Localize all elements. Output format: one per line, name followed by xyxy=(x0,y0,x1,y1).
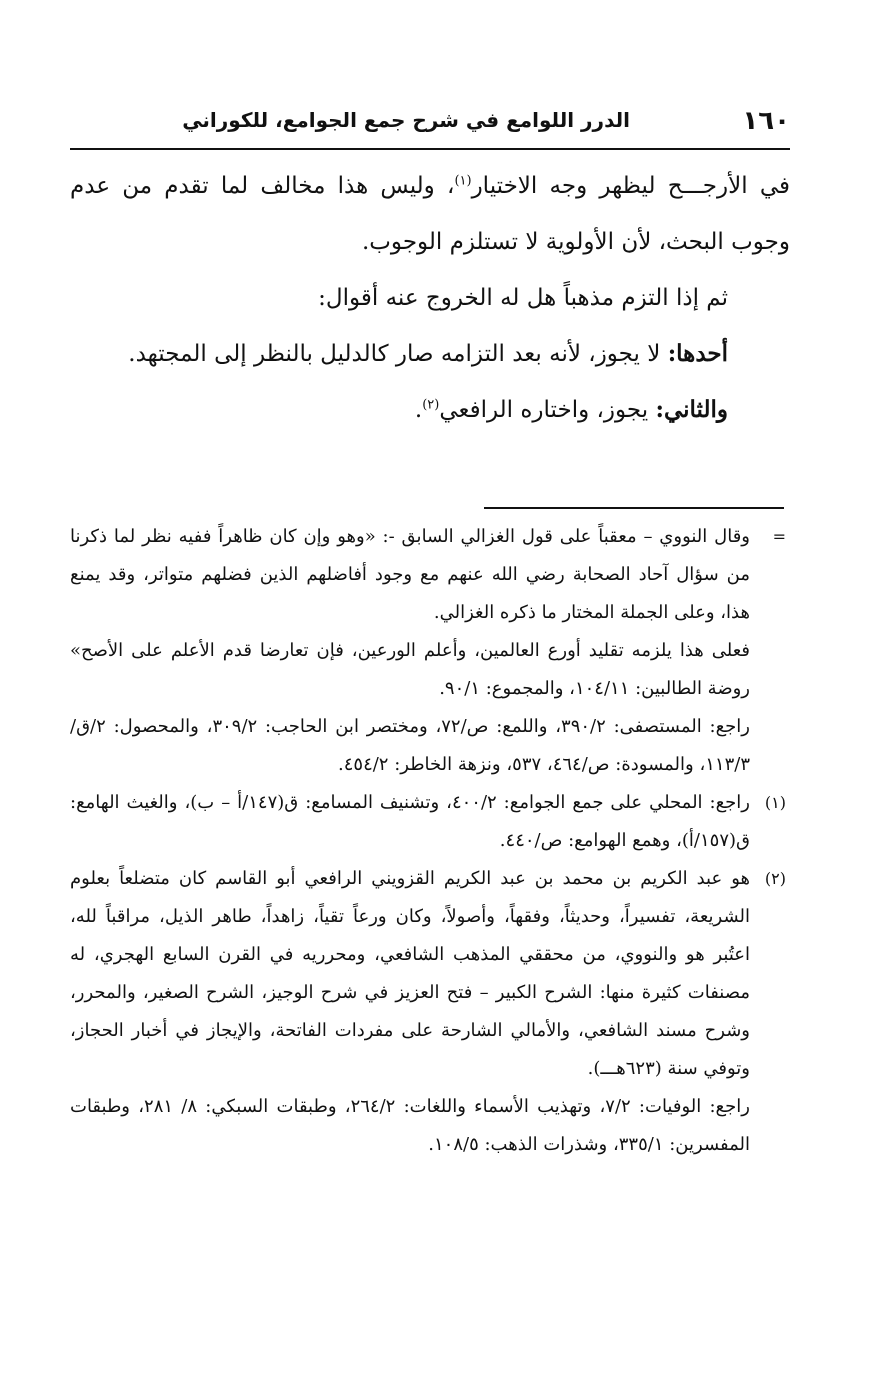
footnote-ref-2[interactable]: (٢) xyxy=(422,397,440,413)
footnote-2 xyxy=(70,860,790,1088)
footnote-continuation-text-1: وقال النووي – معقباً على قول الغزالي السابق -: «وهو وإن كان ظاهراً ففيه نظر لما ذكرنا من سؤال آحاد الصحابة رضي الله عنهم مع وجود أفاضلهم الذين فضلهم متواتر، وقد يمنع هذا، وعلى الجملة المختار ما ذكره الغزالي. xyxy=(70,526,750,623)
footnote-2-marker: (٢) xyxy=(764,869,786,888)
footnotes xyxy=(70,518,790,1164)
paragraph-3-text: لا يجوز، لأنه بعد التزامه صار كالدليل بالنظر إلى المجتهد. xyxy=(128,341,668,367)
footnote-2-text: هو عبد الكريم بن محمد بن عبد الكريم القزويني الرافعي أبو القاسم كان متضلعاً بعلوم الشريعة، تفسيراً، وحديثاً، وفقهاً، وأصولاً، وكان ورعاً تقياً، زاهداً، طاهر الذيل، مراقباً لله، اعتُبر هو والنووي، من محققي المذهب الشافعي، ومحرريه في القرن السابع الهجري، له مصنفات كثيرة منها: الشرح الكبير – فتح العزيز في شرح الوجيز، الشرح الصغير، والمحرر، وشرح مسند الشافعي، والأمالي الشارحة على مفردات الفاتحة، والإيجاز في أخبار الحجاز، وتوفي سنة (٦٢٣هـــ). xyxy=(70,868,750,1079)
footnote-2-references: راجع: الوفيات: ٧/٢، وتهذيب الأسماء واللغات: ٢٦٤/٢، وطبقات السبكي: ٨/ ٢٨١، وطبقات المفسرين: ٣٣٥/١، وشذرات الذهب: ١٠٨/٥. xyxy=(70,1096,750,1155)
paragraph-4-end: . xyxy=(414,397,423,423)
paragraph-1 xyxy=(70,158,790,270)
footnote-separator xyxy=(484,507,784,509)
paragraph-1-text-a: في الأرجـــح ليظهر وجه الاختيار xyxy=(471,173,790,199)
footnote-1-marker: (١) xyxy=(764,793,786,812)
main-text xyxy=(70,158,790,438)
header-rule xyxy=(70,148,790,150)
paragraph-2: ثم إذا التزم مذهباً هل له الخروج عنه أقوال: xyxy=(318,285,728,311)
paragraph-3 xyxy=(70,326,790,382)
footnote-continuation-2: فعلى هذا يلزمه تقليد أورع العالمين، وأعلم الورعين، فإن تعارضا قدم الأعلم على الأصح» روضة الطالبين: ١٠٤/١١، والمجموع: ٩٠/١. xyxy=(70,640,750,699)
paragraph-1-text-b: ، وليس هذا مخالف لما تقدم من عدم وجوب البحث، لأن الأولوية لا تستلزم الوجوب. xyxy=(70,173,790,255)
footnote-continuation-3: راجع: المستصفى: ٣٩٠/٢، واللمع: ص/٧٢، ومختصر ابن الحاجب: ٣٠٩/٢، والمحصول: ٢/ق/١١٣/٣، والمسودة: ص/٤٦٤، ٥٣٧، ونزهة الخاطر: ٤٥٤/٢. xyxy=(70,716,750,775)
continuation-marker: = xyxy=(772,527,786,546)
footnote-1 xyxy=(70,784,790,860)
paragraph-3-lead: أحدها: xyxy=(667,340,728,367)
page-header xyxy=(70,104,790,144)
page-number: ١٦٠ xyxy=(742,106,790,136)
running-title: الدرر اللوامع في شرح جمع الجوامع، للكوراني xyxy=(182,108,630,132)
paragraph-4 xyxy=(70,382,790,438)
paragraph-4-lead: والثاني: xyxy=(655,396,728,423)
footnote-1-text: راجع: المحلي على جمع الجوامع: ٤٠٠/٢، وتشنيف المسامع: ق(١٤٧/أ – ب)، والغيث الهامع: ق(١٥٧/أ)، وهمع الهوامع: ص/٤٤٠. xyxy=(70,792,750,851)
footnote-continuation-1 xyxy=(70,518,790,632)
paragraph-4-text: يجوز، واختاره الرافعي xyxy=(439,397,656,423)
footnote-ref-1[interactable]: (١) xyxy=(454,173,472,189)
